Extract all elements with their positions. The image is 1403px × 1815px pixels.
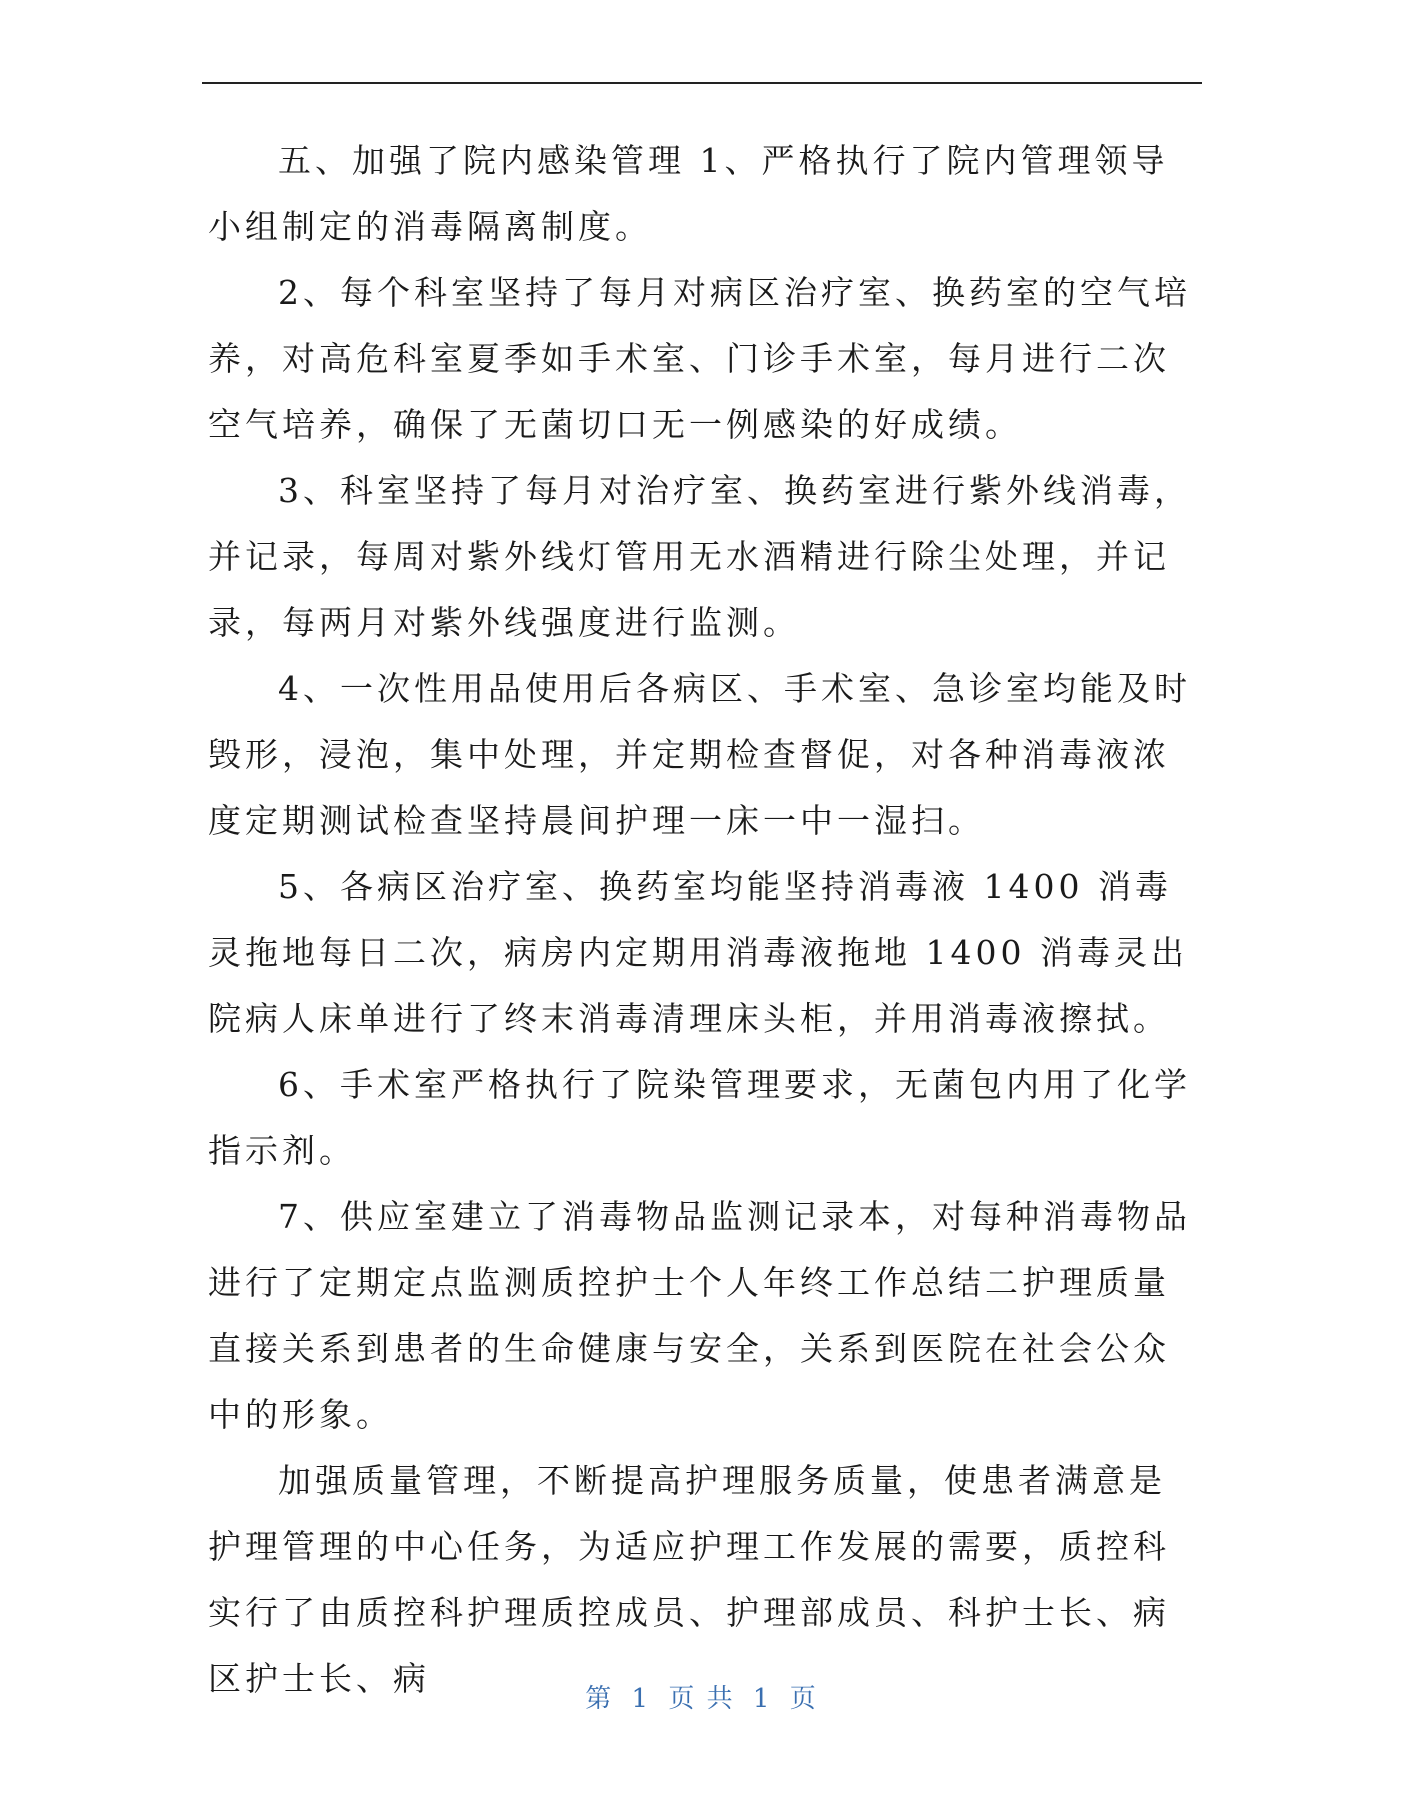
paragraph-3: 3、科室坚持了每月对治疗室、换药室进行紫外线消毒，并记录，每周对紫外线灯管用无水酒精进行除尘处理，并记录，每两月对紫外线强度进行监测。 [208,471,1191,642]
footer-middle: 页 共 [668,1684,735,1714]
page-footer [0,1678,1403,1715]
paragraph-6: 6、手术室严格执行了院染管理要求，无菌包内用了化学指示剂。 [208,1065,1191,1170]
paragraph-1: 五、加强了院内感染管理 1、严格执行了院内管理领导小组制定的消毒隔离制度。 [208,141,1169,246]
paragraph-7: 7、供应室建立了消毒物品监测记录本，对每种消毒物品进行了定期定点监测质控护士个人年终工作总结二护理质量直接关系到患者的生命健康与安全，关系到医院在社会公众中的形象。 [208,1197,1191,1434]
paragraph-4: 4、一次性用品使用后各病区、手术室、急诊室均能及时毁形，浸泡，集中处理，并定期检查督促，对各种消毒液浓度定期测试检查坚持晨间护理一床一中一湿扫。 [208,669,1191,840]
footer-current-page: 1 [631,1684,651,1714]
header-rule [202,82,1202,84]
footer-suffix: 页 [789,1684,818,1714]
footer-total-pages: 1 [752,1684,772,1714]
footer-prefix: 第 [585,1684,614,1714]
document-body [208,128,1193,1712]
paragraph-5: 5、各病区治疗室、换药室均能坚持消毒液 1400 消毒灵拖地每日二次，病房内定期用消毒液拖地 1400 消毒灵出院病人床单进行了终末消毒清理床头柜，并用消毒液擦拭。 [208,867,1188,1038]
paragraph-8: 加强质量管理，不断提高护理服务质量，使患者满意是护理管理的中心任务，为适应护理工作发展的需要，质控科实行了由质控科护理质控成员、护理部成员、科护士长、病区护士长、病 [208,1461,1170,1698]
paragraph-2: 2、每个科室坚持了每月对病区治疗室、换药室的空气培养，对高危科室夏季如手术室、门诊手术室，每月进行二次空气培养，确保了无菌切口无一例感染的好成绩。 [208,273,1191,444]
